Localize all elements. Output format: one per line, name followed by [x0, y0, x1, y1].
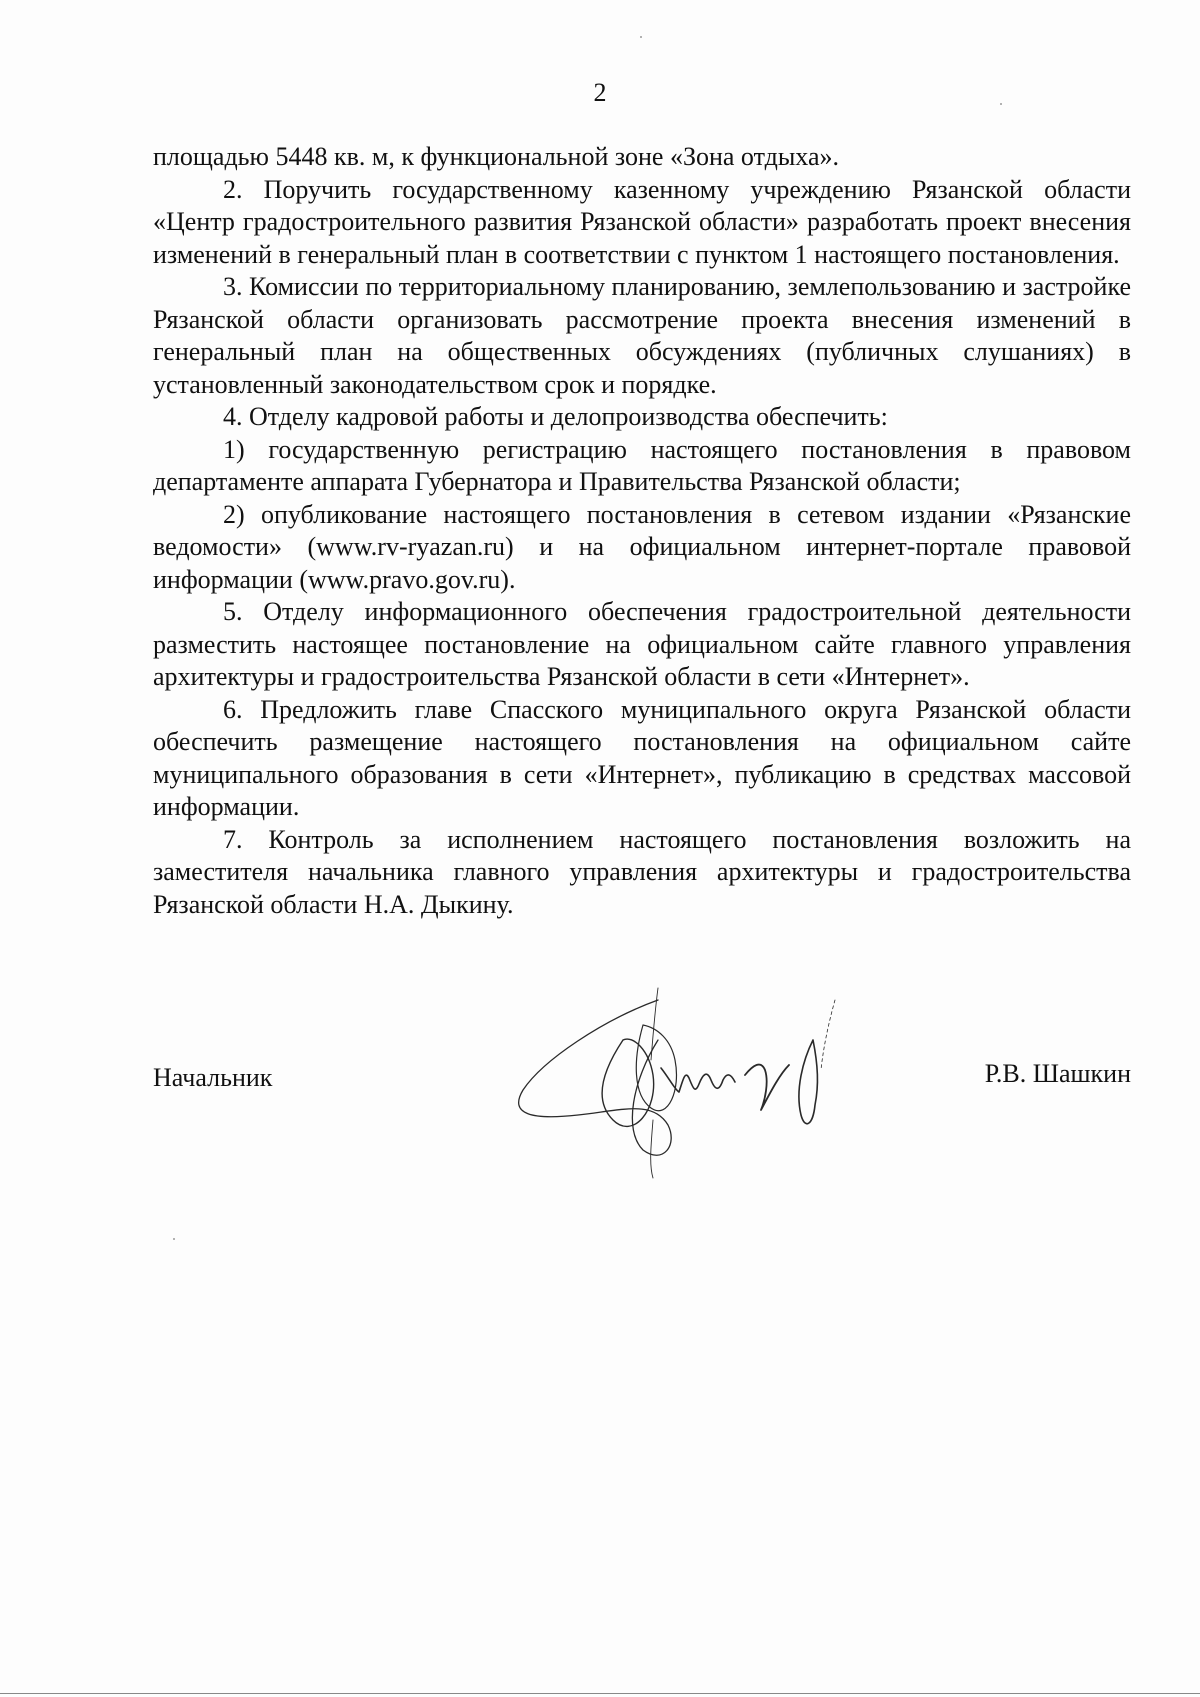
paragraph-continuation: площадью 5448 кв. м, к функциональной зоне «Зона отдыха».: [153, 142, 839, 171]
paragraph-item-4: 4. Отделу кадровой работы и делопроизводства обеспечить:: [223, 402, 888, 431]
paragraph-subitem-2: 2) опубликование настоящего постановления в сетевом издании «Рязанские ведомости» (www.rv-ryazan.ru) и на официальном интернет-портале правовой информации (www.pravo.gov.ru).: [153, 499, 1131, 594]
paragraph-item-3: 3. Комиссии по территориальному планированию, землепользованию и застройке Рязанской области организовать рассмотрение проекта внесения изменений в генеральный план на общественных обсуждениях (публичных слушаниях) в установленный законодательством срок и порядке.: [153, 272, 1131, 399]
scan-speck: [173, 1238, 175, 1240]
paragraph-item-6: 6. Предложить главе Спасского муниципального округа Рязанской области обеспечить размещение настоящего постановления на официальном сайте муниципального образования в сети «Интернет», публикацию в средствах массовой информации.: [153, 694, 1131, 821]
scan-speck: [1000, 103, 1002, 105]
paragraph-item-7: 7. Контроль за исполнением настоящего постановления возложить на заместителя начальника главного управления архитектуры и градостроительства Рязанской области Н.А. Дыкину.: [153, 824, 1131, 919]
paragraph-item-5: 5. Отделу информационного обеспечения градостроительной деятельности разместить настоящее постановление на официальном сайте главного управления архитектуры и градостроительства Рязанской области в сети «Интернет».: [153, 597, 1131, 691]
scan-speck: [640, 36, 642, 38]
handwritten-signature: [483, 980, 883, 1180]
signatory-position: Начальник: [153, 1063, 273, 1092]
page-number: 2: [593, 78, 607, 107]
paragraph-item-2: 2. Поручить государственному казенному учреждению Рязанской области «Центр градостроительного развития Рязанской области» разработать проект внесения изменений в генеральный план в соответствии с пунктом 1 настоящего постановления.: [153, 174, 1131, 269]
paragraph-subitem-1: 1) государственную регистрацию настоящего постановления в правовом департаменте аппарата Губернатора и Правительства Рязанской области;: [153, 434, 1131, 496]
signature-block: [153, 1040, 1131, 1190]
document-body: [153, 141, 1131, 921]
signatory-name: Р.В. Шашкин: [984, 1059, 1131, 1088]
scan-edge-line: [0, 1693, 1200, 1694]
